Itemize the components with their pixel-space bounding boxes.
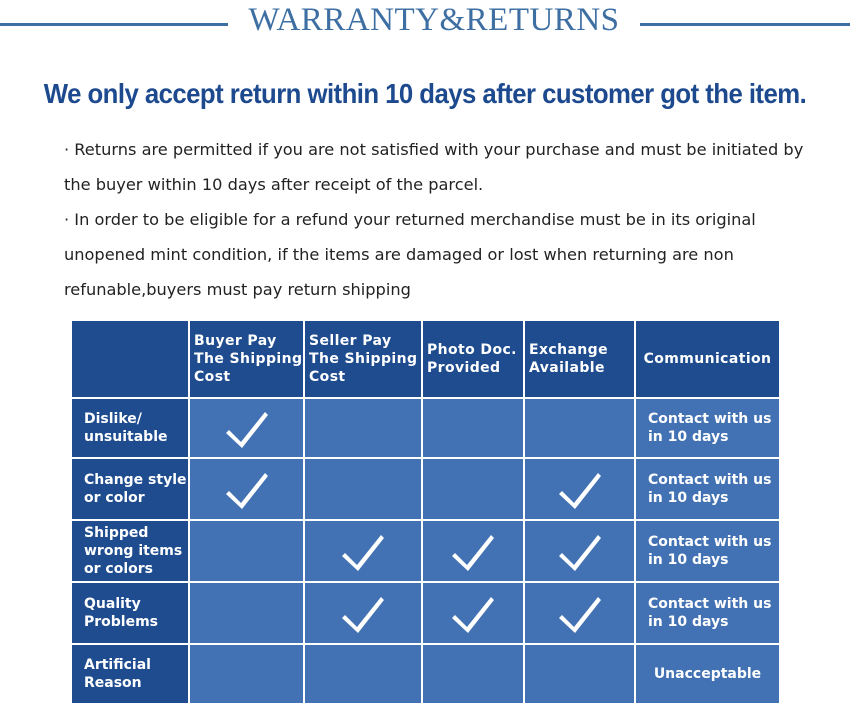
matrix-cell <box>524 582 635 644</box>
matrix-cell <box>304 458 422 520</box>
matrix-cell <box>189 398 304 458</box>
row-label: Artificial Reason <box>71 644 189 704</box>
table-row <box>71 582 780 644</box>
matrix-cell <box>189 458 304 520</box>
table-row <box>71 520 780 582</box>
checkmark-icon <box>558 529 602 573</box>
column-header-buyer-pay: Buyer Pay The Shipping Cost <box>189 320 304 398</box>
matrix-cell <box>524 458 635 520</box>
communication-cell: Contact with us in 10 days <box>635 458 780 520</box>
matrix-cell <box>189 644 304 704</box>
column-header-exchange: Exchange Available <box>524 320 635 398</box>
row-label: Dislike/ unsuitable <box>71 398 189 458</box>
communication-cell: Contact with us in 10 days <box>635 398 780 458</box>
table-row <box>71 644 780 704</box>
row-label: Quality Problems <box>71 582 189 644</box>
checkmark-icon <box>225 467 269 511</box>
matrix-cell <box>422 458 524 520</box>
row-label: Shipped wrong items or colors <box>71 520 189 582</box>
matrix-cell <box>304 398 422 458</box>
communication-cell: Contact with us in 10 days <box>635 582 780 644</box>
section-title: WARRANTY&RETURNS <box>248 2 620 38</box>
matrix-cell <box>422 582 524 644</box>
matrix-cell <box>189 582 304 644</box>
column-header-photo-doc: Photo Doc. Provided <box>422 320 524 398</box>
checkmark-icon <box>451 591 495 635</box>
matrix-cell <box>304 520 422 582</box>
matrix-cell <box>304 644 422 704</box>
table-header-row <box>71 320 780 398</box>
table-row <box>71 398 780 458</box>
checkmark-icon <box>558 467 602 511</box>
returns-matrix-table <box>70 319 781 705</box>
policy-text <box>64 132 824 307</box>
matrix-cell <box>422 644 524 704</box>
matrix-cell <box>189 520 304 582</box>
column-header-seller-pay: Seller Pay The Shipping Cost <box>304 320 422 398</box>
table-row <box>71 458 780 520</box>
row-label: Change style or color <box>71 458 189 520</box>
return-policy-headline: We only accept return within 10 days after customer got the item. <box>43 78 807 109</box>
matrix-cell <box>304 582 422 644</box>
checkmark-icon <box>341 591 385 635</box>
checkmark-icon <box>558 591 602 635</box>
section-header <box>0 0 850 48</box>
checkmark-icon <box>225 406 269 450</box>
header-rule-right <box>640 23 850 26</box>
matrix-cell <box>524 644 635 704</box>
header-rule-left <box>0 23 228 26</box>
table-corner-cell <box>71 320 189 398</box>
matrix-cell <box>524 520 635 582</box>
policy-paragraph-2: · In order to be eligible for a refund your returned merchandise must be in its original unopened mint condition, if the items are damaged or lost when returning are non refunable,buyers must pay return shipping <box>64 210 756 299</box>
policy-paragraph-1: · Returns are permitted if you are not satisfied with your purchase and must be initiated by the buyer within 10 days after receipt of the parcel. <box>64 140 804 194</box>
column-header-communication: Communication <box>635 320 780 398</box>
matrix-cell <box>422 520 524 582</box>
checkmark-icon <box>341 529 385 573</box>
checkmark-icon <box>451 529 495 573</box>
matrix-cell <box>524 398 635 458</box>
communication-cell: Unacceptable <box>635 644 780 704</box>
communication-cell: Contact with us in 10 days <box>635 520 780 582</box>
matrix-cell <box>422 398 524 458</box>
